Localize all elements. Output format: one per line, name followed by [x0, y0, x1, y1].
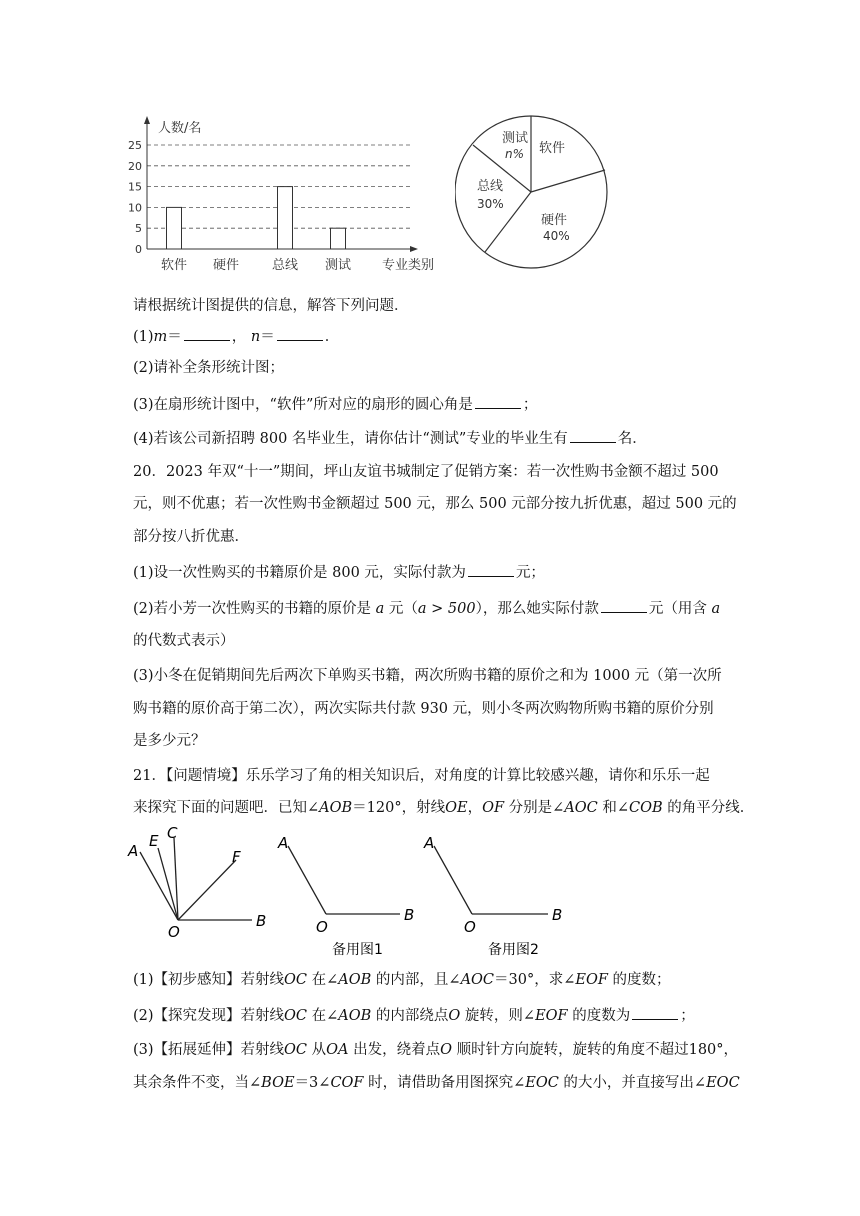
answer-blank-count[interactable] [570, 428, 616, 443]
period: ． [324, 329, 340, 345]
q21-part3-line2 [133, 1073, 740, 1093]
bar-2 [278, 187, 293, 249]
ray-oa: OA [326, 1042, 349, 1058]
eq-sign: ＝ [260, 329, 275, 345]
y-tick-label: 20 [128, 159, 142, 173]
q20-part3-line1: (3)小冬在促销期间先后两次下单购买书籍，两次所购书籍的原价之和为 1000 元（第一次所 [133, 668, 722, 684]
angle-cof: COF [330, 1075, 364, 1091]
q21-p3-text: (3)【拓展延伸】若射线 [133, 1042, 285, 1058]
q20-part3-line2: 购书籍的原价高于第二次），两次实际共付款 930 元，则小冬两次购物所购书籍的原价分别 [133, 701, 714, 717]
x-axis-label: 专业类别 [382, 258, 435, 273]
q19-part1 [133, 326, 733, 347]
angle-figures [120, 822, 580, 962]
q20-p1-end: 元； [515, 565, 545, 581]
angle-eoc: EOC [706, 1075, 740, 1091]
q21-p3-text: 其余条件不变，当∠ [133, 1075, 262, 1091]
q19-p3-text: (3)在扇形统计图中，“软件”所对应的扇形的圆心角是 [133, 397, 473, 413]
q21-p3-text: ＝3∠ [294, 1075, 331, 1091]
ray-of-line [178, 860, 236, 920]
backup1-label-b: B [404, 906, 415, 924]
backup2-ray-oa [434, 846, 472, 914]
answer-blank-expression[interactable] [601, 598, 647, 613]
backup1-caption: 备用图1 [332, 942, 383, 958]
backup1-label-a: A [278, 834, 289, 852]
pie-label-test: 测试 [502, 131, 529, 146]
pie-label-bus: 总线 [477, 179, 504, 194]
pie-pct-bus: 30% [477, 197, 504, 211]
q21-text: 和∠ [597, 800, 630, 816]
angle-cob: COB [629, 800, 663, 816]
q21-p3-text: 从 [307, 1042, 327, 1058]
label-e: E [149, 832, 159, 850]
backup2-label-a: A [424, 834, 435, 852]
q21-part1 [133, 970, 733, 990]
backup2-label-o: O [464, 918, 476, 936]
var-m: m [153, 329, 168, 345]
q21-text: ＝120°，射线 [352, 800, 446, 816]
ray-oa-line [140, 852, 178, 920]
q21-p1-text: 的内部，且∠ [371, 972, 461, 988]
angle-aob: AOB [338, 1008, 372, 1024]
pie-pct-hardware: 40% [543, 229, 570, 243]
separator: ， [231, 329, 247, 345]
q21-p2-text: (2)【探究发现】若射线 [133, 1008, 285, 1024]
q20-part3-line3: 是多少元？ [133, 733, 206, 749]
q21-text: ， [467, 800, 483, 816]
q20-p2-text: (2)若小芳一次性购买的书籍的原价是 [133, 601, 372, 617]
q21-text: 来探究下面的问题吧．已知∠ [133, 800, 320, 816]
label-f: F [232, 848, 241, 866]
eq-sign: ＝ [167, 329, 182, 345]
ray-of: OF [482, 800, 505, 816]
y-tick-label: 10 [128, 201, 142, 215]
q21-p1-text: (1)【初步感知】若射线 [133, 972, 285, 988]
q21-p1-text: 在∠ [307, 972, 339, 988]
label-o: O [168, 923, 180, 941]
q19-p4-end: 名． [617, 431, 647, 447]
q21-p3-text: 出发，绕着点 [348, 1042, 441, 1058]
q21-p2-end: ； [680, 1008, 695, 1024]
label-a: A [128, 842, 139, 860]
x-category-label: 总线 [271, 258, 299, 273]
q19-p1-prefix: (1) [133, 329, 154, 345]
bar-3 [331, 228, 346, 249]
y-tick-label: 15 [128, 180, 142, 194]
q19-part2: (2)请补全条形统计图； [133, 360, 285, 376]
q21-p3-text: 顺时针方向旋转，旋转的角度不超过180°， [452, 1042, 739, 1058]
q21-line1: 21．【问题情境】乐乐学习了角的相关知识后，对角度的计算比较感兴趣，请你和乐乐一起 [133, 768, 710, 784]
x-axis-arrow [410, 246, 418, 252]
x-category-label: 测试 [324, 258, 352, 273]
pie-chart [455, 112, 615, 274]
var-a: a [711, 601, 721, 617]
q19-p3-end: ； [522, 397, 538, 413]
q21-text: 分别是∠ [504, 800, 565, 816]
q20-p2-text: 元（用含 [648, 601, 707, 617]
q21-p3-text: 时，请借助备用图探究∠ [363, 1075, 526, 1091]
q21-p1-text: ＝30°，求∠ [494, 972, 576, 988]
x-category-label: 硬件 [212, 258, 240, 273]
q20-p2-text: ），那么她实际付款 [475, 601, 599, 617]
backup2-label-b: B [552, 906, 563, 924]
point-o: O [448, 1008, 461, 1024]
q20-part2 [133, 598, 733, 619]
y-tick-label: 5 [135, 222, 142, 236]
q21-p2-text: 的度数为 [567, 1008, 631, 1024]
pie-label-software: 软件 [539, 141, 566, 156]
q21-p1-text: 的度数； [607, 972, 671, 988]
label-c: C [167, 824, 178, 842]
y-axis-label: 人数/名 [158, 121, 202, 136]
angle-aoc: AOC [460, 972, 495, 988]
q20-part1 [133, 562, 733, 583]
y-tick-label: 25 [128, 139, 142, 152]
backup2-caption: 备用图2 [488, 942, 539, 958]
answer-blank-angle[interactable] [475, 394, 521, 409]
ray-oc: OC [284, 972, 308, 988]
q21-line2 [133, 798, 755, 818]
label-b: B [256, 912, 267, 930]
angle-aob: AOB [319, 800, 353, 816]
pie-pct-test: n% [505, 147, 525, 161]
x-category-label: 软件 [160, 258, 188, 273]
y-axis-arrow [144, 116, 150, 124]
q21-p2-text: 在∠ [307, 1008, 339, 1024]
answer-blank-eof[interactable] [632, 1005, 678, 1020]
bar-0 [167, 207, 182, 249]
q21-text: 的角平分线． [662, 800, 755, 816]
q21-part3-line1 [133, 1040, 739, 1060]
var-n: n [250, 329, 261, 345]
q19-intro: 请根据统计图提供的信息，解答下列问题． [133, 298, 409, 314]
angle-eof: EOF [575, 972, 608, 988]
q21-p3-text: 的大小，并直接写出∠ [558, 1075, 707, 1091]
angle-aoc: AOC [564, 800, 598, 816]
angle-aob: AOB [338, 972, 372, 988]
ray-oe: OE [445, 800, 468, 816]
answer-blank-n[interactable] [277, 326, 323, 341]
backup-figure-2 [434, 846, 548, 914]
answer-blank-payment[interactable] [468, 562, 514, 577]
pie-label-hardware: 硬件 [541, 213, 568, 228]
q20-line1: 20．2023 年双“十一”期间，坪山友谊书城制定了促销方案：若一次性购书金额不超过 500 [133, 464, 719, 480]
angle-boe: BOE [261, 1075, 295, 1091]
q20-line3: 部分按八折优惠． [133, 529, 249, 545]
point-o: O [440, 1042, 452, 1058]
q20-p1-text: (1)设一次性购买的书籍原价是 800 元，实际付款为 [133, 565, 466, 581]
angle-eof: EOF [535, 1008, 568, 1024]
pie-divider-2 [531, 170, 605, 192]
ray-oc: OC [284, 1042, 308, 1058]
condition: a > 500 [417, 601, 476, 617]
ray-oc: OC [284, 1008, 308, 1024]
q21-p2-text: 的内部绕点 [371, 1008, 449, 1024]
angle-eoc: EOC [525, 1075, 559, 1091]
q19-part4 [133, 428, 733, 449]
y-tick-label: 0 [135, 243, 142, 256]
var-a: a [375, 601, 385, 617]
answer-blank-m[interactable] [184, 326, 230, 341]
q19-p4-text: (4)若该公司新招聘 800 名毕业生，请你估计“测试”专业的毕业生有 [133, 431, 568, 447]
q20-line2: 元，则不优惠；若一次性购书金额超过 500 元，那么 500 元部分按九折优惠，超过 500 元的 [133, 496, 737, 512]
bar-chart [120, 112, 450, 274]
q20-p2-text: 元（ [388, 601, 418, 617]
backup-figure-1 [288, 846, 400, 914]
backup1-label-o: O [316, 918, 328, 936]
q21-part2 [133, 1005, 733, 1026]
q21-p2-text: 旋转，则∠ [460, 1008, 536, 1024]
backup1-ray-oa [288, 846, 326, 914]
q20-part2-line2: 的代数式表示） [133, 633, 235, 649]
q19-part3 [133, 394, 733, 415]
